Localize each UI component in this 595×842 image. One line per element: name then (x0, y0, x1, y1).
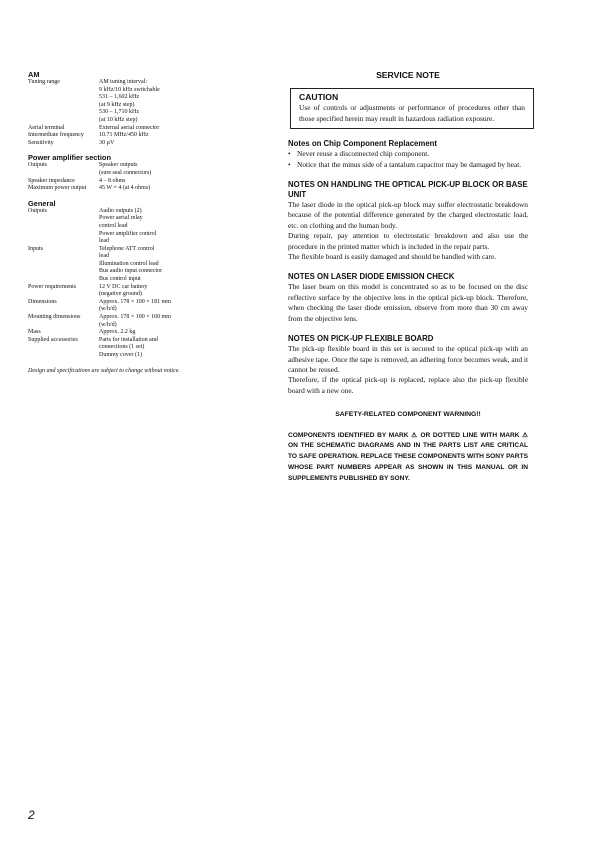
spec-value-line: Power amplifier control (99, 230, 157, 237)
safety-warning-text: COMPONENTS IDENTIFIED BY MARK ⚠ OR DOTTED LINE WITH MARK ⚠ ON THE SCHEMATIC DIAGRAMS AND IN THE PARTS LIST ARE CRITICAL TO SAFE OPERATION. REPLACE THESE COMPONENTS WITH SONY PARTS WHOSE PART NUMBERS APPEAR AS SHOWN IN THIS MANUAL OR IN SUPPLEMENTS PUBLISHED BY SONY. (288, 431, 528, 482)
spec-value-line: 45 W × 4 (at 4 ohms) (99, 185, 151, 192)
spec-value (99, 314, 198, 329)
general-heading: General (28, 198, 56, 208)
spec-value (99, 337, 198, 360)
spec-row (28, 299, 198, 314)
chip-bullet-text: Notice that the minus side of a tantalum capacitor may be damaged by heat. (297, 159, 522, 169)
service-note-title: SERVICE NOTE (376, 70, 440, 80)
spec-value-line: 30 µV (99, 139, 115, 146)
spec-label: Mass (28, 329, 41, 336)
caution-box (290, 88, 534, 129)
spec-row (28, 284, 198, 299)
spec-value-line: Approx. 178 × 100 × 181 mm (99, 298, 171, 305)
spec-value-line: Parts for installation and (99, 336, 158, 343)
am-rows (28, 79, 198, 147)
spec-value (99, 299, 198, 314)
spec-value-line: 4 – 8 ohms (99, 177, 126, 184)
bullet-icon: • (288, 149, 291, 159)
safety-warning-title: SAFETY-RELATED COMPONENT WARNING!! (335, 411, 481, 419)
general-rows (28, 208, 198, 360)
spec-value-line: (w/h/d) (99, 321, 117, 328)
spec-value-line: 9 kHz/10 kHz switchable (99, 86, 160, 93)
chip-bullet-item (288, 149, 528, 159)
spec-value (99, 132, 198, 140)
spec-value (99, 140, 198, 148)
spec-row (28, 79, 198, 125)
flexible-board-paragraph: The pick-up flexible board in this set is secured to the optical pick-up with an adhesive tape. Once the tape is removed, an adhering force becomes weak, and it cannot be reused. (288, 344, 528, 374)
spec-value-line: Audio outputs (2) (99, 207, 142, 214)
spec-value-line: (at 9 kHz step) (99, 101, 135, 108)
chip-notes-heading: Notes on Chip Component Replacement (288, 139, 438, 149)
spec-value (99, 284, 198, 299)
optical-pickup-paragraph: The laser diode in the optical pick-up block may suffer electrostatic breakdown because of the potential difference generated by the charged electrostatic load, etc. on clothing and the human body. (288, 200, 528, 230)
specifications-column (28, 70, 198, 375)
spec-row (28, 185, 198, 193)
spec-value-line: Dummy cover (1) (99, 352, 142, 358)
spec-label: Inputs (28, 245, 43, 252)
power-amplifier-section (28, 153, 198, 192)
flexible-board-paragraph: Therefore, if the optical pick-up is replaced, replace also the pick-up flexible board with a new one. (288, 375, 528, 395)
spec-label: Mounting dimensions (28, 314, 81, 321)
spec-value (99, 178, 198, 186)
spec-value-line: lead (99, 253, 109, 260)
spec-label: Dimensions (28, 298, 57, 305)
spec-label: Speaker impedance (28, 177, 75, 184)
spec-label: Outputs (28, 207, 48, 214)
spec-value-line: (negative ground) (99, 291, 142, 298)
optical-pickup-section (288, 180, 528, 262)
spec-value-line: lead (99, 238, 109, 245)
laser-check-heading: NOTES ON LASER DIODE EMISSION CHECK (288, 272, 455, 282)
spec-value (99, 246, 198, 284)
spec-value-line: 10.71 MHz/450 kHz (99, 132, 149, 139)
spec-value-line: (sure seal connectors) (99, 169, 152, 176)
spec-label: Aerial terminal (28, 124, 65, 131)
chip-bullet-item (288, 160, 528, 170)
spec-value (99, 329, 198, 337)
spec-label: Maximum power output (28, 185, 87, 192)
laser-check-section (288, 272, 528, 324)
optical-pickup-heading: NOTES ON HANDLING THE OPTICAL PICK-UP BLOCK OR BASE UNIT (288, 180, 528, 200)
spec-value-line: Speaker outputs (99, 162, 138, 169)
safety-warning-section (288, 410, 528, 484)
spec-label: Power requirements (28, 283, 77, 290)
spec-value-line: Bus control input (99, 276, 141, 283)
spec-value-line: connections (1 set) (99, 344, 145, 351)
spec-label: Tuning range (28, 79, 60, 85)
spec-value-line: 12 V DC car battery (99, 283, 148, 290)
page-number: 2 (28, 808, 35, 822)
spec-value-line: Bus audio input connector (99, 268, 163, 275)
spec-row (28, 162, 198, 177)
spec-value-line: 530 – 1,710 kHz (99, 109, 139, 116)
spec-value (99, 208, 198, 246)
caution-text: Use of controls or adjustments or performance of procedures other than those specified herein may result in hazardous radiation exposure. (299, 103, 525, 123)
spec-value-line: AM tuning interval: (99, 79, 147, 85)
bullet-icon: • (288, 159, 291, 169)
spec-label: Outputs (28, 162, 48, 169)
spec-label: Sensitivity (28, 139, 54, 146)
laser-check-paragraph: The laser beam on this model is concentrated so as to be focused on the disc reflective surface by the objective lens in the optical pick-up block. Therefore, when checking the laser diode emission, observe from more than 30 cm away from the objective lens. (288, 282, 528, 323)
spec-row (28, 246, 198, 284)
spec-row (28, 132, 198, 140)
spec-row (28, 208, 198, 246)
power-amplifier-rows (28, 162, 198, 192)
spec-value-line: (w/h/d) (99, 306, 117, 313)
optical-pickup-paragraph: The flexible board is easily damaged and should be handled with care. (288, 252, 497, 262)
spec-value-line: Power aerial relay (99, 215, 143, 222)
spec-value-line: Telephone ATT control (99, 245, 155, 252)
design-note: Design and specifications are subject to change without notice. (28, 367, 180, 374)
am-heading: AM (28, 70, 40, 79)
power-amplifier-heading: Power amplifier section (28, 153, 111, 163)
spec-value (99, 125, 198, 133)
general-section (28, 199, 198, 360)
spec-value-line: control lead (99, 222, 128, 229)
flexible-board-section (288, 334, 528, 396)
spec-value-line: Illumination control lead (99, 260, 159, 267)
spec-value (99, 162, 198, 177)
chip-bullet-text: Never reuse a disconnected chip component. (297, 149, 430, 159)
spec-row (28, 140, 198, 148)
spec-row (28, 178, 198, 186)
spec-row (28, 329, 198, 337)
service-notes-column (288, 70, 528, 485)
spec-row (28, 314, 198, 329)
spec-value (99, 185, 198, 193)
spec-label: Intermediate frequency (28, 132, 84, 139)
flexible-board-heading: NOTES ON PICK-UP FLEXIBLE BOARD (288, 334, 434, 344)
am-section (28, 70, 198, 147)
spec-value (99, 79, 198, 125)
optical-pickup-paragraph: During repair, pay attention to electrostatic breakdown and also use the procedure in the printed matter which is included in the repair parts. (288, 231, 528, 251)
spec-value-line: 531 – 1,602 kHz (99, 94, 139, 101)
spec-value-line: Approx. 178 × 100 × 160 mm (99, 314, 171, 321)
spec-label: Supplied accessories (28, 336, 78, 343)
spec-value-line: External aerial connector (99, 124, 160, 131)
chip-notes-section (288, 139, 528, 170)
spec-value-line: (at 10 kHz step) (99, 116, 138, 123)
spec-row (28, 337, 198, 360)
spec-value-line: Approx. 2.2 kg (99, 329, 136, 336)
caution-title: CAUTION (299, 92, 339, 103)
